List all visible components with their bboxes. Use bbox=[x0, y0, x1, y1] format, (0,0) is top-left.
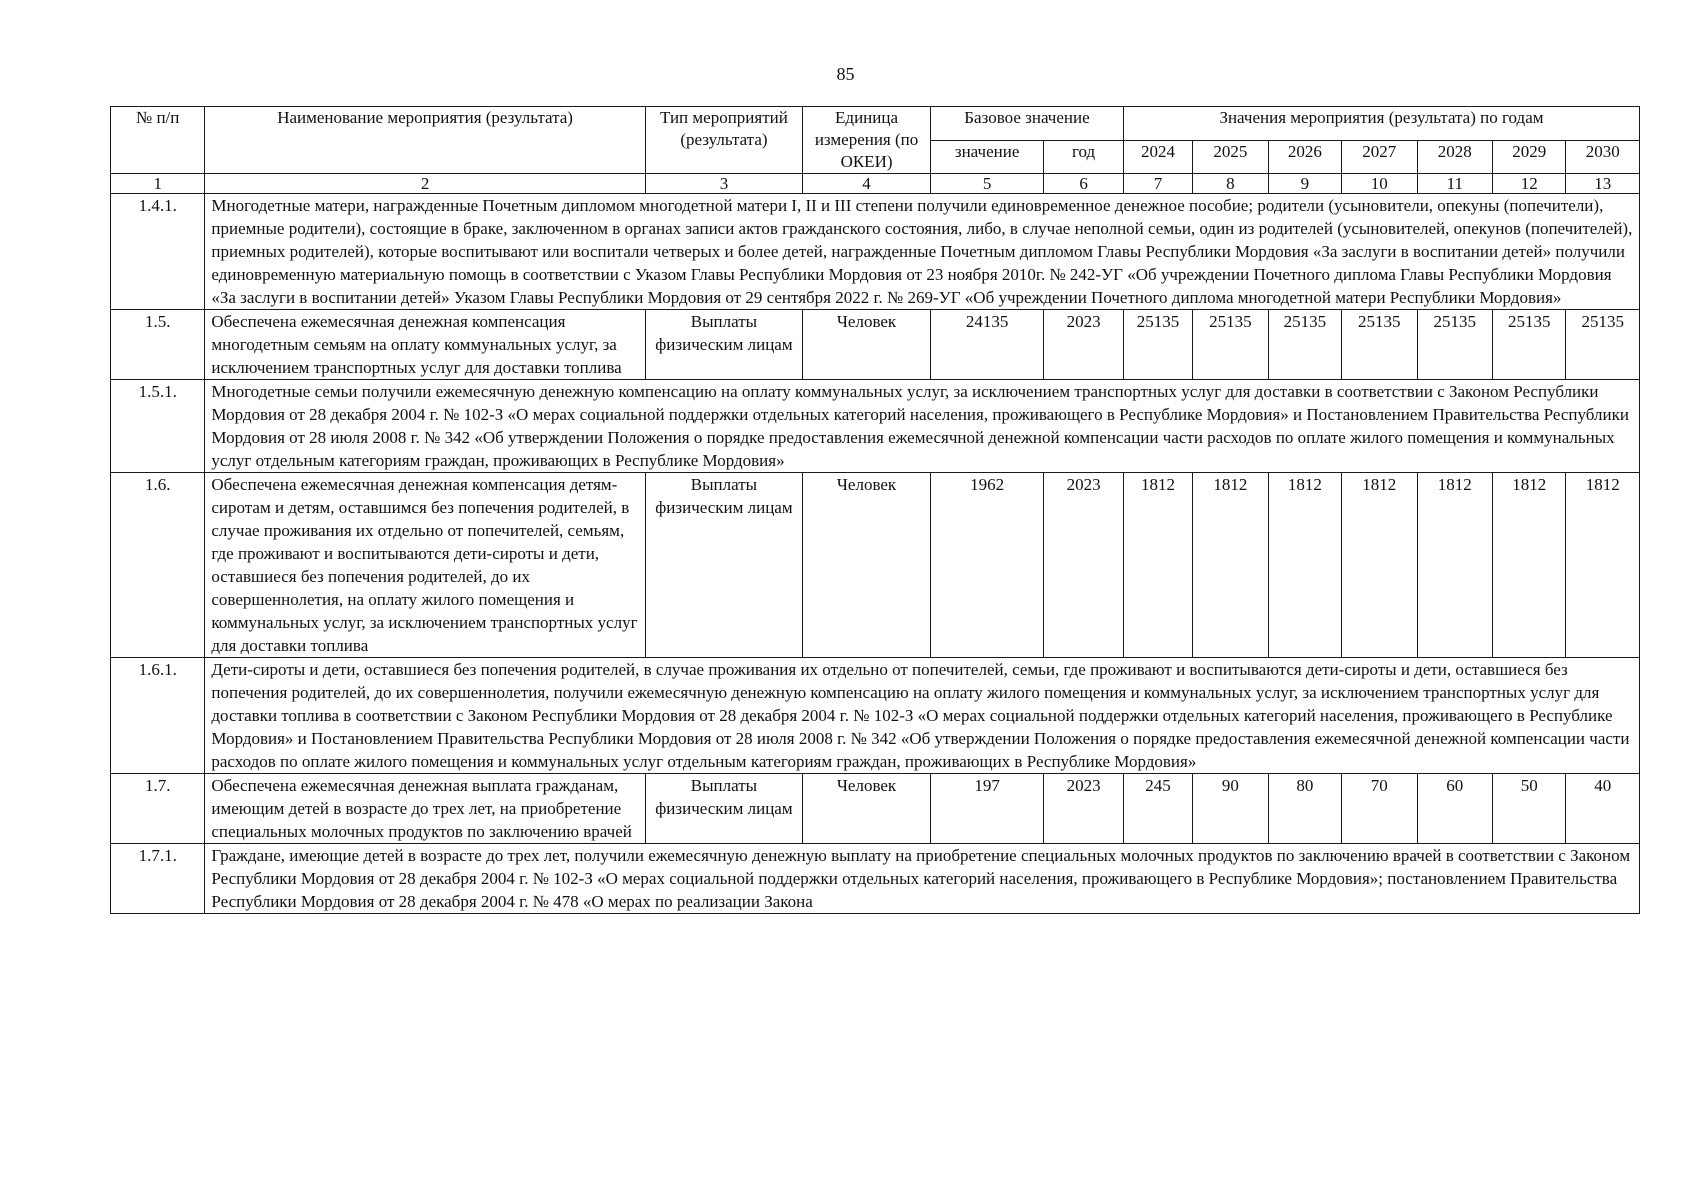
year-value: 245 bbox=[1123, 774, 1192, 844]
column-number: 3 bbox=[645, 174, 802, 194]
header-type: Тип мероприятий (результата) bbox=[645, 107, 802, 174]
row-number: 1.7.1. bbox=[111, 844, 205, 914]
year-value: 25135 bbox=[1566, 310, 1640, 380]
header-year: 2030 bbox=[1566, 140, 1640, 174]
events-table bbox=[110, 106, 1640, 914]
year-value: 25135 bbox=[1123, 310, 1192, 380]
column-number: 1 bbox=[111, 174, 205, 194]
header-year: 2027 bbox=[1342, 140, 1418, 174]
column-number: 11 bbox=[1417, 174, 1493, 194]
event-type: Выплаты физическим лицам bbox=[645, 774, 802, 844]
year-value: 70 bbox=[1342, 774, 1418, 844]
table-body bbox=[111, 107, 1640, 914]
year-value: 60 bbox=[1417, 774, 1493, 844]
row-description: Граждане, имеющие детей в возрасте до трех лет, получили ежемесячную денежную выплату на приобретение специальных молочных продуктов по заключению врачей в соответствии с Законом Республики Мордовия от 28 декабря 2004 г. № 102-З «О мерах социальной поддержки отдельных категорий населения, проживающего в Республике Мордовия»; постановлением Правительства Республики Мордовия от 28 декабря 2004 г. № 478 «О мерах по реализации Закона bbox=[205, 844, 1640, 914]
table-row bbox=[111, 844, 1640, 914]
event-unit: Человек bbox=[803, 774, 931, 844]
page-number: 85 bbox=[836, 64, 855, 84]
column-number: 12 bbox=[1493, 174, 1566, 194]
header-year: 2029 bbox=[1493, 140, 1566, 174]
row-description: Многодетные матери, награжденные Почетным дипломом многодетной матери I, II и III степени получили единовременное денежное пособие; родители (усыновители, опекуны (попечители), приемные родители), состоящие в браке, заключенном в органах записи актов гражданского состояния, либо, в случае неполной семьи, один из родителей (усыновителей, опекунов (попечителей), приемных родителей), которые воспитывают или воспитали четверых и более детей, награжденные Почетным дипломом Главы Республики Мордовия «За заслуги в воспитании детей» получили единовременную материальную помощь в соответствии с Указом Главы Республики Мордовия от 23 ноября 2010г. № 242-УГ «Об учреждении Почетного диплома Главы Республики Мордовия «За заслуги в воспитании детей» Указом Главы Республики Мордовия от 29 сентября 2022 г. № 269-УГ «Об учреждении Почетного диплома многодетной матери Республики Мордовия» bbox=[205, 194, 1640, 310]
column-number: 10 bbox=[1342, 174, 1418, 194]
year-value: 1812 bbox=[1493, 473, 1566, 658]
year-value: 25135 bbox=[1193, 310, 1269, 380]
event-name: Обеспечена ежемесячная денежная выплата гражданам, имеющим детей в возрасте до трех лет, на приобретение специальных молочных продуктов по заключению врачей bbox=[205, 774, 645, 844]
event-name: Обеспечена ежемесячная денежная компенсация многодетным семьям на оплату коммунальных услуг, за исключением транспортных услуг для доставки топлива bbox=[205, 310, 645, 380]
header-base-year: год bbox=[1044, 140, 1124, 174]
table-row bbox=[111, 194, 1640, 310]
header-name: Наименование мероприятия (результата) bbox=[205, 107, 645, 174]
year-value: 1812 bbox=[1566, 473, 1640, 658]
year-value: 1812 bbox=[1342, 473, 1418, 658]
base-year: 2023 bbox=[1044, 774, 1124, 844]
row-number: 1.7. bbox=[111, 774, 205, 844]
year-value: 40 bbox=[1566, 774, 1640, 844]
base-value: 1962 bbox=[931, 473, 1044, 658]
column-number: 8 bbox=[1193, 174, 1269, 194]
year-value: 1812 bbox=[1268, 473, 1341, 658]
row-number: 1.5.1. bbox=[111, 380, 205, 473]
row-description: Дети-сироты и дети, оставшиеся без попечения родителей, в случае проживания их отдельно от попечителей, семьи, где проживают и воспитываются дети-сироты и дети, оставшиеся без попечения родителей, до их совершеннолетия, получили ежемесячную денежную компенсацию на оплату жилого помещения и коммунальных услуг, за исключением транспортных услуг для доставки топлива в соответствии с Законом Республики Мордовия от 28 декабря 2004 г. № 102-З «О мерах социальной поддержки отдельных категорий населения, проживающего в Республике Мордовия» и Постановлением Правительства Республики Мордовия от 28 июля 2008 г. № 342 «Об утверждении Положения о порядке предоставления ежемесячной денежной компенсации части расходов по оплате жилого помещения и коммунальных услуг отдельным категориям граждан, проживающих в Республике Мордовия» bbox=[205, 658, 1640, 774]
year-value: 25135 bbox=[1268, 310, 1341, 380]
event-type: Выплаты физическим лицам bbox=[645, 310, 802, 380]
base-year: 2023 bbox=[1044, 473, 1124, 658]
row-number: 1.5. bbox=[111, 310, 205, 380]
year-value: 90 bbox=[1193, 774, 1269, 844]
year-value: 1812 bbox=[1417, 473, 1493, 658]
year-value: 25135 bbox=[1493, 310, 1566, 380]
event-type: Выплаты физическим лицам bbox=[645, 473, 802, 658]
table-row bbox=[111, 658, 1640, 774]
header-years: Значения мероприятия (результата) по годам bbox=[1123, 107, 1639, 141]
row-number: 1.4.1. bbox=[111, 194, 205, 310]
base-value: 24135 bbox=[931, 310, 1044, 380]
table-row bbox=[111, 473, 1640, 658]
base-year: 2023 bbox=[1044, 310, 1124, 380]
base-value: 197 bbox=[931, 774, 1044, 844]
event-unit: Человек bbox=[803, 473, 931, 658]
year-value: 25135 bbox=[1417, 310, 1493, 380]
column-number: 6 bbox=[1044, 174, 1124, 194]
row-number: 1.6.1. bbox=[111, 658, 205, 774]
column-number: 9 bbox=[1268, 174, 1341, 194]
header-year: 2024 bbox=[1123, 140, 1192, 174]
header-base-value: значение bbox=[931, 140, 1044, 174]
event-name: Обеспечена ежемесячная денежная компенсация детям-сиротам и детям, оставшимся без попечения родителей, в случае проживания их отдельно от попечителей, семьям, где проживают и воспитываются дети-сироты и дети, оставшиеся без попечения родителей, до их совершеннолетия, на оплату жилого помещения и коммунальных услуг, за исключением транспортных услуг для доставки топлива bbox=[205, 473, 645, 658]
year-value: 25135 bbox=[1342, 310, 1418, 380]
column-number: 7 bbox=[1123, 174, 1192, 194]
table-row bbox=[111, 310, 1640, 380]
year-value: 80 bbox=[1268, 774, 1341, 844]
table-row bbox=[111, 380, 1640, 473]
table-row bbox=[111, 774, 1640, 844]
year-value: 1812 bbox=[1123, 473, 1192, 658]
header-unit: Единица измерения (по ОКЕИ) bbox=[803, 107, 931, 174]
header-year: 2026 bbox=[1268, 140, 1341, 174]
header-num: № п/п bbox=[111, 107, 205, 174]
row-number: 1.6. bbox=[111, 473, 205, 658]
column-numbers-row bbox=[111, 174, 1640, 194]
header-base: Базовое значение bbox=[931, 107, 1124, 141]
column-number: 13 bbox=[1566, 174, 1640, 194]
header-year: 2028 bbox=[1417, 140, 1493, 174]
column-number: 4 bbox=[803, 174, 931, 194]
header-row-1 bbox=[111, 107, 1640, 141]
header-year: 2025 bbox=[1193, 140, 1269, 174]
year-value: 50 bbox=[1493, 774, 1566, 844]
year-value: 1812 bbox=[1193, 473, 1269, 658]
event-unit: Человек bbox=[803, 310, 931, 380]
column-number: 5 bbox=[931, 174, 1044, 194]
column-number: 2 bbox=[205, 174, 645, 194]
row-description: Многодетные семьи получили ежемесячную денежную компенсацию на оплату коммунальных услуг, за исключением транспортных услуг для доставки в соответствии с Законом Республики Мордовия от 28 декабря 2004 г. № 102-З «О мерах социальной поддержки отдельных категорий населения, проживающего в Республике Мордовия» и Постановлением Правительства Республики Мордовия от 28 июля 2008 г. № 342 «Об утверждении Положения о порядке предоставления ежемесячной денежной компенсации части расходов по оплате жилого помещения и коммунальных услуг отдельным категориям граждан, проживающих в Республике Мордовия» bbox=[205, 380, 1640, 473]
